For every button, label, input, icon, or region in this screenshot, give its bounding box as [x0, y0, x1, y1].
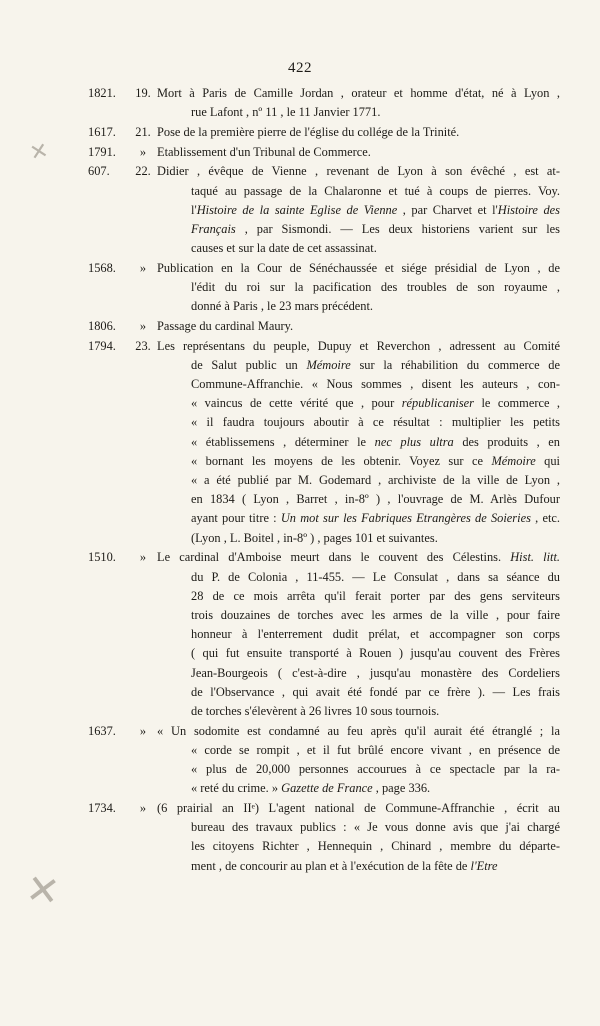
- page-number: 422: [288, 60, 312, 76]
- entry-day: »: [139, 318, 147, 333]
- entry-line: donné à Paris , le 23 mars précédent.: [191, 299, 374, 314]
- chronology-entry: [88, 337, 560, 548]
- entry-year: 1637.: [88, 723, 116, 738]
- entry-year: 1510.: [88, 550, 116, 565]
- chronology-entry: [88, 259, 560, 317]
- entry-year: 1734.: [88, 801, 116, 816]
- margin-mark-icon: ✕: [27, 138, 51, 167]
- entry-year: 1617.: [88, 124, 116, 139]
- entry-line: de l'Observance , qui avait été fondé par ce frère ). — Les frais: [191, 684, 560, 699]
- entry-line: ment , de concourir au plan et à l'exécution de la fête de l'Etre: [191, 858, 498, 873]
- entry-line: ( qui fut ensuite transporté à Rouen ) jusqu'au couvent des Frères: [191, 646, 560, 661]
- entry-line: « a été publié par M. Godemard , archiviste de la ville de Lyon ,: [191, 473, 560, 488]
- entry-line: Publication en la Cour de Sénéchaussée et siége présidial de Lyon , de: [157, 260, 560, 275]
- entry-year: 1791.: [88, 144, 116, 159]
- entry-line: causes et sur la date de cet assassinat.: [191, 241, 377, 256]
- entry-day: »: [139, 550, 147, 565]
- entry-year: 1568.: [88, 260, 116, 275]
- entry-day: »: [139, 801, 147, 816]
- entry-line: les citoyens Richter , Hennequin , Chinard , membre du départe-: [191, 839, 560, 854]
- entry-text: [157, 722, 560, 799]
- entry-line: 28 de ce mois arrêta qu'il ferait porter par des gens serviteurs: [191, 588, 560, 603]
- entry-day: 23.: [135, 338, 151, 353]
- entry-line: de torches s'élevèrent à 26 livres 10 sous tournois.: [191, 704, 440, 718]
- entry-day: »: [139, 260, 147, 275]
- entry-day: »: [139, 723, 147, 738]
- entry-day: »: [139, 144, 147, 159]
- entry-line: de Salut public un Mémoire sur la réhabilition du commerce de: [191, 357, 560, 372]
- margin-mark-icon: ✕: [22, 865, 63, 917]
- chronology-entry: [88, 722, 560, 799]
- entry-year: 1806.: [88, 318, 116, 333]
- entry-line: en 1834 ( Lyon , Barret , in-8º ) , l'ouvrage de M. Arlès Dufour: [191, 492, 560, 507]
- entry-text: [157, 337, 560, 548]
- entry-year: 1821.: [88, 86, 116, 100]
- chronology-entries: [88, 84, 560, 876]
- entry-line: bureau des travaux publics : « Je vous donne avis que j'ai chargé: [191, 820, 560, 835]
- entry-line: Etablissement d'un Tribunal de Commerce.: [157, 144, 371, 159]
- entry-line: « vaincus de cette vérité que , pour républicaniser le commerce ,: [191, 396, 560, 411]
- entry-line: (6 prairial an IIᵉ) L'agent national de Commune-Affranchie , écrit au: [157, 801, 560, 816]
- entry-line: Les représentans du peuple, Dupuy et Reverchon , adressent au Comité: [157, 338, 560, 353]
- entry-line: (Lyon , L. Boitel , in-8º ) , pages 101 et suivantes.: [191, 530, 438, 545]
- entry-line: taqué au passage de la Chalaronne et tué à coups de pierres. Voy.: [191, 183, 560, 198]
- entry-line: Commune-Affranchie. « Nous sommes , disent les auteurs , con-: [191, 377, 560, 392]
- entry-year: 1794.: [88, 338, 116, 353]
- entry-line: ayant pour titre : Un mot sur les Fabriques Etrangères de Soieries , etc.: [191, 511, 560, 526]
- entry-line: rue Lafont , nº 11 , le 11 Janvier 1771.: [191, 105, 381, 120]
- entry-line: l'Histoire de la sainte Eglise de Vienne , par Charvet et l'Histoire des: [191, 202, 560, 217]
- entry-line: du P. de Colonia , 11-455. — Le Consulat , dans sa séance du: [191, 569, 560, 584]
- entry-line: « il faudra toujours aboutir à ce résultat : multiplier les petits: [191, 415, 560, 430]
- entry-line: Mort à Paris de Camille Jordan , orateur et homme d'état, né à Lyon ,: [157, 86, 560, 100]
- entry-line: honneur à l'enterrement dudit prélat, et accompagner son corps: [191, 627, 560, 642]
- entry-text: [157, 259, 560, 317]
- entry-line: « bornant les moyens de les obtenir. Voyez sur ce Mémoire qui: [191, 453, 560, 468]
- entry-line: « établissemens , déterminer le nec plus ultra des produits , en: [191, 434, 560, 449]
- chronology-entry: [88, 143, 560, 162]
- entry-line: Didier , évêque de Vienne , revenant de Lyon à son évêché , est at-: [157, 164, 560, 179]
- entry-line: Passage du cardinal Maury.: [157, 318, 294, 333]
- entry-year: 607.: [88, 164, 110, 179]
- entry-text: [157, 123, 560, 142]
- entry-text: [157, 317, 560, 336]
- chronology-entry: [88, 162, 560, 258]
- entry-line: « corde se rompit , et il fut brûlé encore vivant , en présence de: [191, 742, 560, 757]
- entry-line: « reté du crime. » Gazette de France , page 336.: [191, 781, 431, 796]
- entry-line: l'édit du roi sur la pacification des troubles de son royaume ,: [191, 280, 560, 295]
- entry-line: Jean-Bourgeois ( c'est-à-dire , jusqu'au monastère des Cordeliers: [191, 665, 560, 680]
- entry-day: 22.: [135, 164, 151, 179]
- entry-text: [157, 799, 560, 876]
- chronology-entry: [88, 548, 560, 721]
- entry-line: Pose de la première pierre de l'église du collége de la Trinité.: [157, 124, 460, 139]
- chronology-entry: [88, 123, 560, 142]
- entry-text: [157, 548, 560, 721]
- entry-day: 21.: [135, 124, 151, 139]
- chronology-entry: [88, 799, 560, 876]
- entry-line: Français , par Sismondi. — Les deux historiens varient sur les: [191, 221, 560, 236]
- entry-text: [157, 162, 560, 258]
- entry-line: « plus de 20,000 personnes accourues à ce spectacle par la ra-: [191, 762, 560, 777]
- entry-day: 19.: [135, 86, 151, 100]
- entry-line: trois douzaines de torches avec les armes de la ville , pour faire: [191, 607, 560, 622]
- chronology-entry: [88, 317, 560, 336]
- entry-text: [157, 84, 560, 122]
- entry-text: [157, 143, 560, 162]
- entry-line: Le cardinal d'Amboise meurt dans le couvent des Célestins. Hist. litt.: [157, 550, 560, 565]
- entry-line: « Un sodomite est condamné au feu après qu'il aurait été étranglé ; la: [157, 723, 560, 738]
- chronology-entry: [88, 84, 560, 122]
